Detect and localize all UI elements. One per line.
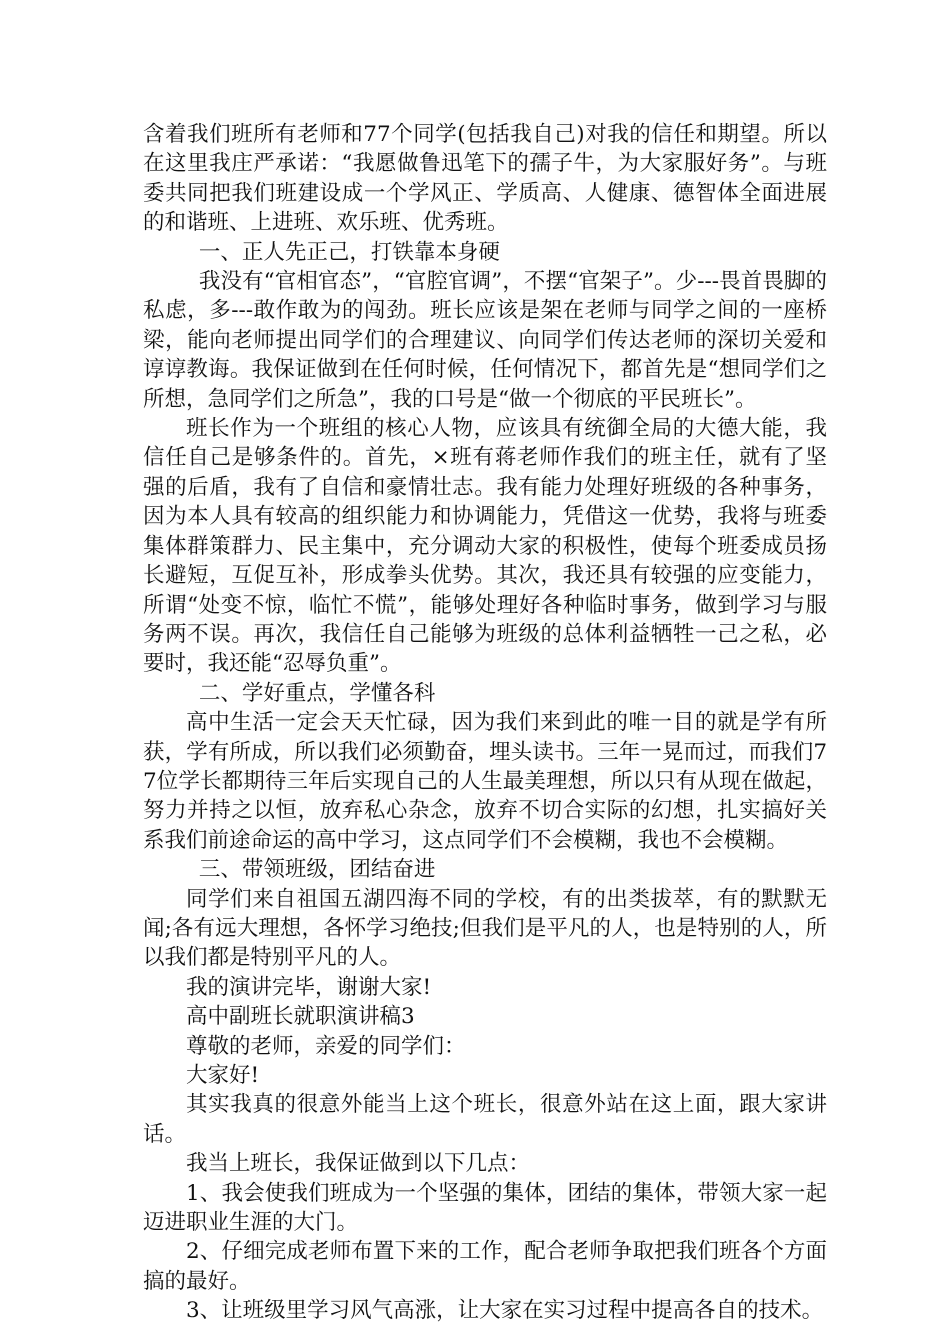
greeting: 大家好! bbox=[186, 1063, 260, 1088]
paragraph-qualifications: 班长作为一个班组的核心人物，应该具有统御全局的大德大能，我信任自己是够条件的。首先，×班有蒋老师作我们的班主任，就有了坚强的后盾，我有了自信和豪情壮志。我有能力处理好班级的各种事务，因为本人具有较高的组织能力和协调能力，凭借这一优势，我将与班委集体群策群力、民主集中，充分调动大家的积极性，使每个班委成员扬长避短，互促互补，形成拳头优势。其次，我还具有较强的应变能力，所谓“处变不惊，临忙不慌”，能够处理好各种临时事务，做到学习与服务两不误。再次，我信任自己能够为班级的总体利益牺牲一己之私，必要时，我还能“忍辱负重”。 bbox=[143, 416, 827, 677]
closing-line: 我的演讲完毕，谢谢大家! bbox=[186, 974, 432, 1000]
paragraph-promises-intro: 我当上班长，我保证做到以下几点： bbox=[186, 1151, 531, 1177]
paragraph-intro-continuation: 含着我们班所有老师和77个同学(包括我自己)对我的信任和期望。所以在这里我庄严承诺：“我愿做鲁迅笔下的孺子牛，为大家服好务”。与班委共同把我们班建设成一个学风正、学质高、人健康、德智体全面进展的和谐班、上进班、欢乐班、优秀班。 bbox=[143, 122, 827, 236]
salutation: 尊敬的老师，亲爱的同学们： bbox=[186, 1033, 466, 1059]
section-heading-1: 一、正人先正己，打铁靠本身硬 bbox=[198, 239, 500, 265]
paragraph-surprise: 其实我真的很意外能当上这个班长，很意外站在这上面，跟大家讲话。 bbox=[143, 1092, 827, 1147]
section-heading-2: 二、学好重点，学懂各科 bbox=[198, 680, 436, 706]
paragraph-section-1: 我没有“官相官态”，“官腔官调”，不摆“官架子”。少---畏首畏脚的私虑，多---敢作敢为的闯劲。班长应该是架在老师与同学之间的一座桥梁，能向老师提出同学们的合理建议、向同学们传达老师的深切关爱和谆谆教诲。我保证做到在任何时候，任何情况下，都首先是“想同学们之所想，急同学们之所急”，我的口号是“做一个彻底的平民班长”。 bbox=[143, 269, 827, 412]
paragraph-section-3: 同学们来自祖国五湖四海不同的学校，有的出类拔萃，有的默默无闻;各有远大理想，各怀学习绝技;但我们是平凡的人，也是特别的人，所以我们都是特别平凡的人。 bbox=[143, 886, 827, 971]
list-item-3: 3、让班级里学习风气高涨，让大家在实习过程中提高各自的技术。 bbox=[186, 1298, 824, 1324]
list-item-1: 1、我会使我们班成为一个坚强的集体，团结的集体，带领大家一起迈进职业生涯的大门。 bbox=[143, 1180, 827, 1236]
speech-title-3: 高中副班长就职演讲稿3 bbox=[186, 1004, 415, 1030]
list-item-2: 2、仔细完成老师布置下来的工作，配合老师争取把我们班各个方面搞的最好。 bbox=[143, 1239, 827, 1294]
paragraph-section-2: 高中生活一定会天天忙碌，因为我们来到此的唯一目的就是学有所获，学有所成，所以我们必须勤奋，埋头读书。三年一晃而过，而我们77位学长都期待三年后实现自己的人生最美理想，所以只有从现在做起，努力并持之以恒，放弃私心杂念，放弃不切合实际的幻想，扎实搞好关系我们前途命运的高中学习，这点同学们不会模糊，我也不会模糊。 bbox=[143, 710, 827, 853]
section-heading-3: 三、带领班级，团结奋进 bbox=[198, 857, 436, 883]
document-page bbox=[143, 120, 827, 1326]
